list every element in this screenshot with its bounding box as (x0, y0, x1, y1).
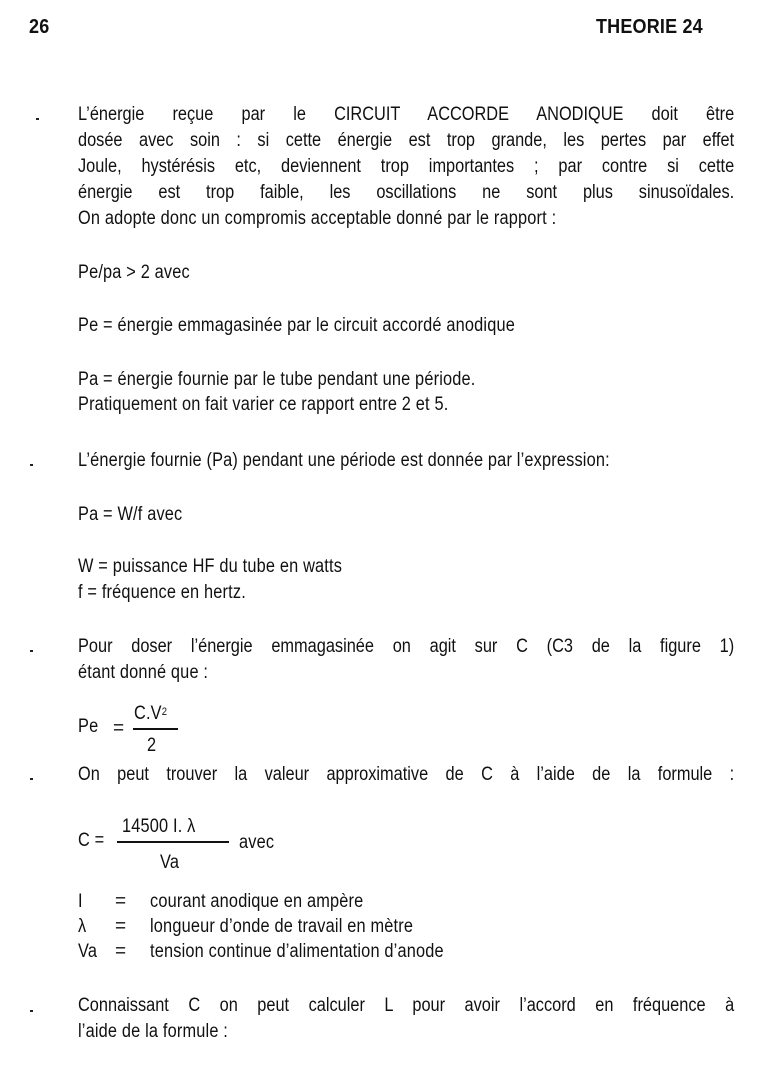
paragraph-1-line-3: Joule, hystérésis etc, deviennent trop importantes ; par contre si cette (78, 156, 735, 177)
section-title: THEORIE 24 (596, 16, 703, 38)
c-formula-numerator: 14500 I. λ (122, 816, 196, 837)
definition-text: tension continue d’alimentation d’anode (150, 941, 444, 962)
c-fraction-bar (117, 841, 229, 843)
energy-formula: Pa = W/f avec (78, 504, 183, 525)
inductance-line-2: l’aide de la formule : (78, 1021, 229, 1042)
pe-formula-numerator: $C.V^2$ (134, 703, 168, 724)
energy-intro: L’énergie fournie (Pa) pendant une période est donnée par l’expression: (78, 450, 610, 471)
c-formula-lhs: C = (78, 830, 105, 851)
bullet-marker (30, 464, 33, 466)
c-formula-denominator: Va (160, 852, 180, 873)
paragraph-1-line-1: L’énergie reçue par le CIRCUIT ACCORDE ANODIQUE doit être (78, 104, 735, 125)
pe-formula-equals: = (113, 718, 125, 739)
pe-definition: Pe = énergie emmagasinée par le circuit accordé anodique (78, 315, 516, 336)
ratio-expression: Pe/pa > 2 avec (78, 262, 190, 283)
w-definition: W = puissance HF du tube en watts (78, 556, 343, 577)
f-definition: f = fréquence en hertz. (78, 582, 246, 603)
paragraph-1-line-5: On adopte donc un compromis acceptable donné par le rapport : (78, 208, 557, 229)
inductance-line-1: Connaissant C on peut calculer L pour avoir l’accord en fréquence à (78, 995, 735, 1016)
paragraph-1-line-2: dosée avec soin : si cette énergie est trop grande, les pertes par effet (78, 130, 735, 151)
definition-equals: = (115, 941, 127, 962)
bullet-marker (30, 1010, 33, 1012)
pe-formula-denominator: 2 (147, 735, 157, 756)
definition-text: longueur d’onde de travail en mètre (150, 916, 414, 937)
pe-formula-lhs: Pe (78, 716, 99, 737)
paragraph-1-line-4: énergie est trop faible, les oscillations ne sont plus sinusoïdales. (78, 182, 735, 203)
definition-equals: = (115, 891, 127, 912)
definition-symbol: Va (78, 941, 98, 962)
definition-equals: = (115, 916, 127, 937)
definition-symbol: I (78, 891, 83, 912)
c-formula-suffix: avec (239, 832, 275, 853)
dosing-line-1: Pour doser l’énergie emmagasinée on agit sur C (C3 de la figure 1) (78, 636, 735, 657)
bullet-marker (30, 778, 33, 780)
pe-fraction-bar (133, 728, 178, 730)
capacitance-intro: On peut trouver la valeur approximative de C à l’aide de la formule : (78, 764, 735, 785)
pa-definition: Pa = énergie fournie par le tube pendant une période. (78, 369, 476, 390)
dosing-line-2: étant donné que : (78, 662, 209, 683)
bullet-marker (36, 118, 39, 120)
ratio-practice-note: Pratiquement on fait varier ce rapport entre 2 et 5. (78, 394, 449, 415)
page-number: 26 (29, 16, 50, 38)
definition-text: courant anodique en ampère (150, 891, 364, 912)
definition-symbol: λ (78, 916, 87, 937)
bullet-marker (30, 650, 33, 652)
